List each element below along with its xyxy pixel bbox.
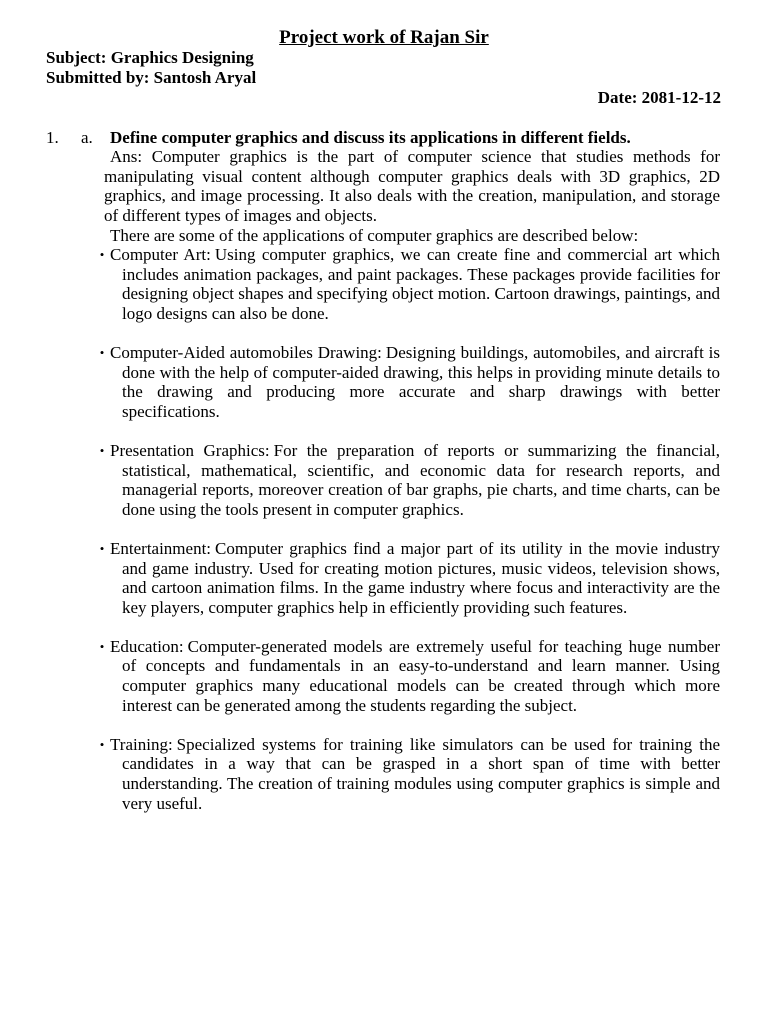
list-item-label: Computer-Aided automobiles Drawing: (110, 342, 382, 362)
list-item-body (110, 440, 720, 519)
subject-line: Subject: Graphics Designing (46, 48, 254, 67)
list-item-text: For the preparation of reports or summarizing the financial, statistical, mathematical, scientific, and economic data for research reports, and managerial reports, moreover creation of bar graphs, pie charts, and time charts, can be done using the tools present in computer graphics. (122, 440, 720, 519)
list-item-label: Entertainment: (110, 538, 212, 558)
question-number: 1. (46, 128, 59, 147)
applications-list (96, 245, 720, 833)
list-item-label: Education: (110, 636, 184, 656)
document-title (0, 27, 768, 49)
bullet-icon: • (99, 638, 105, 654)
list-item (96, 343, 720, 421)
bullet-icon: • (99, 736, 105, 752)
question-letter: a. (81, 128, 93, 147)
list-item-body (110, 636, 720, 715)
bullet-icon: • (99, 540, 105, 556)
list-item (96, 245, 720, 323)
list-item-text: Using computer graphics, we can create fine and commercial art which includes animation packages, and paint packages. These packages provide facilities for designing object shapes and specifying object motion. Cartoon drawings, paintings, and logo designs can also be done. (122, 245, 720, 323)
question-text: Define computer graphics and discuss its applications in different fields. (110, 128, 631, 147)
list-item-label: Computer Art: (110, 245, 211, 264)
list-item-text: Specialized systems for training like simulators can be used for training the candidates in a way that can be grasped in a short span of time with better understanding. The creation of training modules using computer graphics is simple and very useful. (122, 734, 720, 813)
list-item (96, 637, 720, 715)
bullet-icon: • (99, 344, 105, 360)
list-item-label: Presentation Graphics: (110, 440, 270, 460)
list-item (96, 539, 720, 617)
answer-paragraph: Ans: Computer graphics is the part of computer science that studies methods for manipulating visual content although computer graphics deals with 3D graphics, 2D graphics, and image processing. It also deals with the creation, manipulation, and storage of different types of images and objects. (104, 147, 720, 225)
bullet-icon: • (99, 442, 105, 458)
bullet-icon: • (99, 247, 105, 262)
list-item-body (110, 245, 720, 323)
list-item (96, 735, 720, 813)
list-item-text: Computer-generated models are extremely useful for teaching huge number of concepts and fundamentals in an easy-to-understand and learn manner. Using computer graphics many educational models can be created through which more interest can be generated among the students regarding the subject. (122, 636, 720, 715)
list-item-text: Designing buildings, automobiles, and aircraft is done with the help of computer-aided drawing, this helps in providing minute details to the drawing and producing more accurate and sharp drawings with better specifications. (122, 342, 721, 421)
submitted-by-line: Submitted by: Santosh Aryal (46, 68, 257, 87)
list-item-body (110, 538, 720, 617)
date-line: Date: 2081-12-12 (597, 88, 721, 107)
list-item-label: Training: (110, 734, 173, 754)
list-item (96, 441, 720, 519)
document-title-text: Project work of Rajan Sir (279, 27, 489, 48)
list-item-body (110, 734, 720, 813)
applications-intro: There are some of the applications of computer graphics are described below: (110, 226, 639, 245)
list-item-text: Computer graphics find a major part of its utility in the movie industry and game industry. Used for creating motion pictures, music videos, television shows, and cartoon animation films. In the game industry where focus and interactivity are the key players, computer graphics help in efficiently providing such features. (122, 538, 720, 617)
list-item-body (110, 342, 721, 421)
